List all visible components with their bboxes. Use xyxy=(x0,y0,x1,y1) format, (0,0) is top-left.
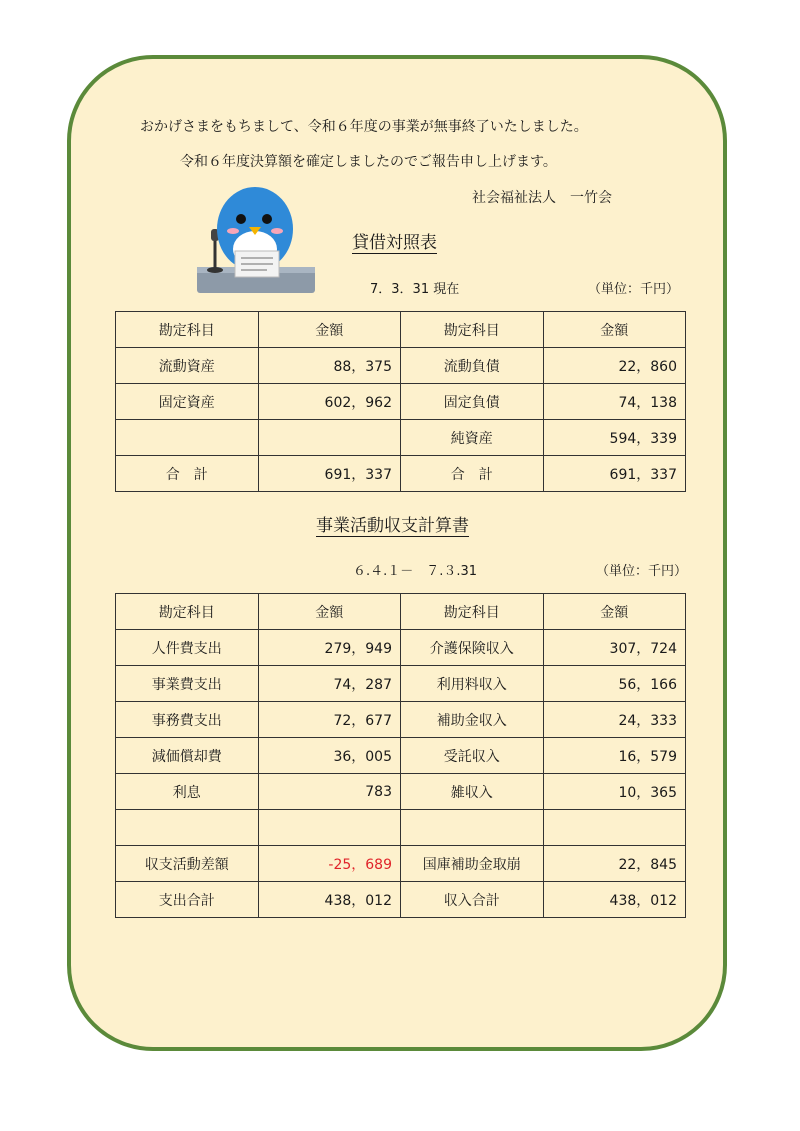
table-header-row xyxy=(116,594,686,630)
table-row xyxy=(116,384,686,420)
table-row xyxy=(116,738,686,774)
income-statement-period: ６.４.１－ ７.３.31 xyxy=(353,564,478,579)
account-cell: 純資産 xyxy=(401,420,544,456)
table-total-row xyxy=(116,456,686,492)
balance-sheet-date: 7．3．31 現在 xyxy=(370,282,460,297)
account-cell: 人件費支出 xyxy=(116,630,259,666)
amount-cell: 72，677 xyxy=(258,702,401,738)
header-cell: 金額 xyxy=(543,594,686,630)
balance-sheet-table xyxy=(115,311,686,492)
amount-cell xyxy=(543,810,686,846)
amount-cell xyxy=(258,420,401,456)
amount-cell: 16，579 xyxy=(543,738,686,774)
account-cell xyxy=(116,420,259,456)
amount-cell: 10，365 xyxy=(543,774,686,810)
amount-cell: 88，375 xyxy=(258,348,401,384)
table-header-row xyxy=(116,312,686,348)
amount-cell: 307，724 xyxy=(543,630,686,666)
organization-name: 社会福祉法人 一竹会 xyxy=(472,190,612,206)
account-cell: 減価償却費 xyxy=(116,738,259,774)
account-cell xyxy=(401,810,544,846)
account-cell: 補助金収入 xyxy=(401,702,544,738)
balance-sheet-title: 貸借対照表 xyxy=(352,233,437,253)
income-statement-unit: （単位：千円） xyxy=(596,564,688,579)
intro-line-1: おかげさまをもちまして、令和６年度の事業が無事終了いたしました。 xyxy=(140,119,588,135)
table-row xyxy=(116,810,686,846)
table-row xyxy=(116,702,686,738)
bird-eye-left xyxy=(236,214,246,224)
account-cell: 事務費支出 xyxy=(116,702,259,738)
account-cell: 国庫補助金取崩 xyxy=(401,846,544,882)
table-row xyxy=(116,348,686,384)
amount-cell: 36，005 xyxy=(258,738,401,774)
total-amount-cell: 691，337 xyxy=(543,456,686,492)
table-row xyxy=(116,774,686,810)
balance-sheet-unit: （単位：千円） xyxy=(588,282,680,297)
table-row xyxy=(116,630,686,666)
total-label-cell: 支出合計 xyxy=(116,882,259,918)
table-row xyxy=(116,666,686,702)
header-cell: 勘定科目 xyxy=(401,312,544,348)
account-cell: 事業費支出 xyxy=(116,666,259,702)
header-cell: 勘定科目 xyxy=(401,594,544,630)
header-cell: 金額 xyxy=(543,312,686,348)
amount-cell: 279，949 xyxy=(258,630,401,666)
bird-cheek-right xyxy=(271,228,283,234)
amount-cell xyxy=(258,810,401,846)
total-amount-cell: 691，337 xyxy=(258,456,401,492)
income-statement-title: 事業活動収支計算書 xyxy=(316,516,469,536)
intro-line-2: 令和６年度決算額を確定しましたのでご報告申し上げます。 xyxy=(180,154,557,170)
income-statement-table xyxy=(115,593,686,918)
bird-at-podium-illustration xyxy=(195,183,317,295)
total-label-cell: 収入合計 xyxy=(401,882,544,918)
bird-cheek-left xyxy=(227,228,239,234)
header-cell: 勘定科目 xyxy=(116,312,259,348)
table-row xyxy=(116,420,686,456)
account-cell: 収支活動差額 xyxy=(116,846,259,882)
account-cell: 介護保険収入 xyxy=(401,630,544,666)
table-row xyxy=(116,846,686,882)
total-label-cell: 合 計 xyxy=(401,456,544,492)
account-cell: 雑収入 xyxy=(401,774,544,810)
account-cell: 受託収入 xyxy=(401,738,544,774)
table-total-row xyxy=(116,882,686,918)
amount-cell: 24，333 xyxy=(543,702,686,738)
account-cell: 流動資産 xyxy=(116,348,259,384)
total-amount-cell: 438，012 xyxy=(543,882,686,918)
header-cell: 金額 xyxy=(258,312,401,348)
account-cell: 固定負債 xyxy=(401,384,544,420)
header-cell: 金額 xyxy=(258,594,401,630)
account-cell: 固定資産 xyxy=(116,384,259,420)
amount-cell: 74，138 xyxy=(543,384,686,420)
account-cell: 流動負債 xyxy=(401,348,544,384)
amount-cell: 783 xyxy=(258,774,401,810)
account-cell: 利用料収入 xyxy=(401,666,544,702)
amount-cell: 22，860 xyxy=(543,348,686,384)
total-label-cell: 合 計 xyxy=(116,456,259,492)
bird-eye-right xyxy=(262,214,272,224)
account-cell: 利息 xyxy=(116,774,259,810)
total-amount-cell: 438，012 xyxy=(258,882,401,918)
amount-cell: 602，962 xyxy=(258,384,401,420)
amount-cell: 74，287 xyxy=(258,666,401,702)
mic-base xyxy=(207,267,223,273)
amount-cell: 56，166 xyxy=(543,666,686,702)
amount-cell: 22，845 xyxy=(543,846,686,882)
negative-amount-cell: -25，689 xyxy=(258,846,401,882)
amount-cell: 594，339 xyxy=(543,420,686,456)
header-cell: 勘定科目 xyxy=(116,594,259,630)
account-cell xyxy=(116,810,259,846)
